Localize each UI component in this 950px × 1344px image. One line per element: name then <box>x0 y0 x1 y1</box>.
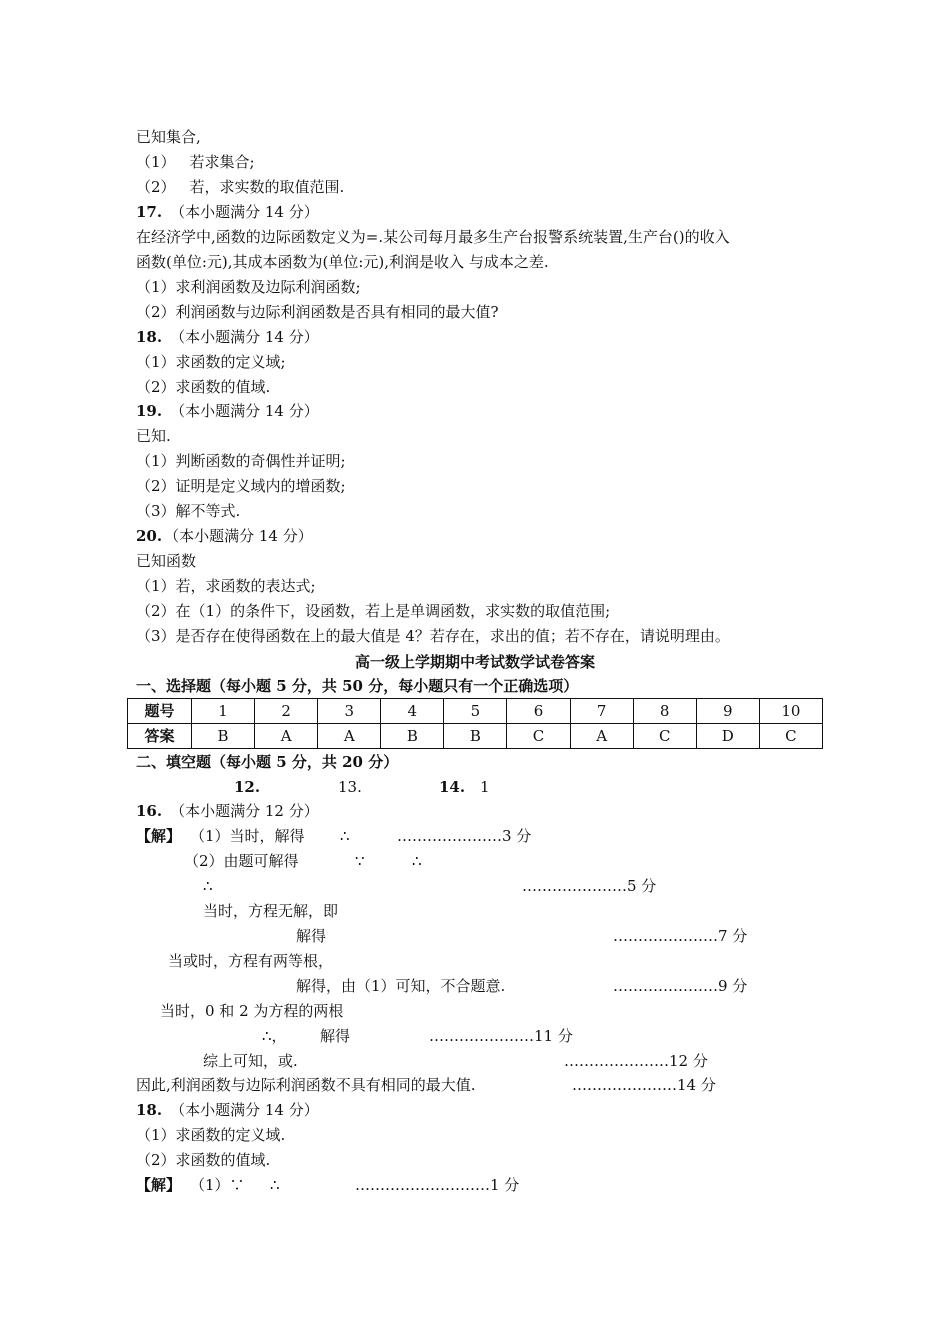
q16-part2-num: （2） <box>136 178 176 196</box>
q19-part2: （2）证明是定义域内的增函数; <box>136 477 346 495</box>
table-cell: 6 <box>507 699 570 724</box>
table-cell: C <box>633 724 696 749</box>
sol16-line1-therefore: ∴ <box>340 827 350 845</box>
q17-stem-line2: 函数(单位:元),其成本函数为(单位:元),利润是收入 与成本之差. <box>136 253 549 271</box>
q20-stem: 已知函数 <box>136 552 197 570</box>
sol16-line7-score: …………………9 分 <box>613 977 748 995</box>
table-cell: 8 <box>633 699 696 724</box>
q16-part2 <box>136 177 344 197</box>
sol18-part2: （2）求函数的值域. <box>136 1151 271 1169</box>
sol17-conclusion: 因此,利润函数与边际利润函数不具有相同的最大值. <box>136 1076 476 1094</box>
sol16-line2-therefore: ∴ <box>412 852 422 870</box>
q16-part2-text: 若，求实数的取值范围. <box>189 178 345 196</box>
sol18-line1-therefore: ∴ <box>270 1176 280 1194</box>
sol18-heading <box>136 1100 319 1120</box>
sol16-heading <box>136 801 319 821</box>
sol16-line3-score: …………………5 分 <box>522 877 657 895</box>
table-cell: B <box>381 724 444 749</box>
sol16-line5: 解得 <box>296 927 327 945</box>
q17-stem-line1: 在经济学中,函数的边际函数定义为=.某公司每月最多生产台报警系统装置,生产台()的收入 <box>136 228 730 246</box>
table-cell: C <box>759 724 822 749</box>
table-cell: 1 <box>192 699 255 724</box>
q19-stem: 已知. <box>136 427 171 445</box>
sol16-line8: 当时，0 和 2 为方程的两根 <box>160 1002 344 1020</box>
table-cell: A <box>570 724 633 749</box>
sol16-line9-therefore: ∴， <box>262 1027 287 1045</box>
table-cell: A <box>255 724 318 749</box>
sol16-tag: 【解】 <box>136 827 182 845</box>
sol18-line1-score: ………………………1 分 <box>355 1176 520 1194</box>
q20-number: 20. <box>136 527 163 545</box>
table-cell: 4 <box>381 699 444 724</box>
table-cell: C <box>507 724 570 749</box>
section-multiple-choice: 一、选择题（每小题 5 分，共 50 分，每小题只有一个正确选项） <box>136 677 579 695</box>
table-row-answers <box>128 724 823 749</box>
q18-part1: （1）求函数的定义域; <box>136 353 286 371</box>
table-row-numbers <box>128 699 823 724</box>
answer-table <box>127 698 823 749</box>
q16-part1-text: 若求集合; <box>189 153 255 171</box>
q16-intro: 已知集合, <box>136 128 201 146</box>
q19-part1: （1）判断函数的奇偶性并证明; <box>136 452 346 470</box>
fill-14-label: 14. <box>439 778 466 796</box>
sol16-line5-score: …………………7 分 <box>613 927 748 945</box>
q18-number: 18. <box>136 328 163 346</box>
sol18-line1: （1）∵ <box>190 1176 245 1194</box>
table-cell: 2 <box>255 699 318 724</box>
sol16-line4: 当时，方程无解，即 <box>203 902 339 920</box>
sol18-part1: （1）求函数的定义域. <box>136 1126 286 1144</box>
sol18-tag: 【解】 <box>136 1176 182 1194</box>
q20-heading <box>136 526 313 546</box>
table-cell: 9 <box>696 699 759 724</box>
q17-number: 17. <box>136 203 163 221</box>
sol16-line2-because: ∵ <box>355 852 365 870</box>
sol16-line3-therefore: ∴ <box>203 877 213 895</box>
sol16-line10: 综上可知，或. <box>203 1052 298 1070</box>
sol18-number: 18. <box>136 1101 163 1119</box>
q16-part1 <box>136 152 255 172</box>
table-header-number: 题号 <box>128 699 192 724</box>
q20-part1: （1）若，求函数的表达式; <box>136 577 316 595</box>
q19-number: 19. <box>136 402 163 420</box>
sol16-line6: 当或时，方程有两等根， <box>168 952 334 970</box>
sol16-line10-score: …………………12 分 <box>564 1052 708 1070</box>
sol17-conclusion-score: …………………14 分 <box>572 1076 716 1094</box>
table-header-answer: 答案 <box>128 724 192 749</box>
table-cell: 5 <box>444 699 507 724</box>
table-cell: 7 <box>570 699 633 724</box>
table-cell: 3 <box>318 699 381 724</box>
fill-14-value: 1 <box>480 778 490 796</box>
sol16-line1: （1）当时，解得 <box>190 827 305 845</box>
table-cell: D <box>696 724 759 749</box>
table-cell: A <box>318 724 381 749</box>
q18-heading <box>136 327 319 347</box>
q17-heading <box>136 202 319 222</box>
q17-part2: （2）利润函数与边际利润函数是否具有相同的最大值? <box>136 303 499 321</box>
q19-part3: （3）解不等式. <box>136 502 241 520</box>
answer-title: 高一级上学期期中考试数学试卷答案 <box>354 653 595 671</box>
sol16-line9: 解得 <box>320 1027 351 1045</box>
sol16-line9-score: …………………11 分 <box>429 1027 573 1045</box>
section-fill-blank: 二、填空题（每小题 5 分，共 20 分） <box>136 753 399 771</box>
q18-part2: （2）求函数的值域. <box>136 378 271 396</box>
fill-12-label: 12. <box>234 778 261 796</box>
fill-13-label: 13. <box>338 778 362 796</box>
table-cell: 10 <box>759 699 822 724</box>
sol16-number: 16. <box>136 802 163 820</box>
sol16-line7: 解得，由（1）可知，不合题意. <box>296 977 506 995</box>
sol16-line1-score: …………………3 分 <box>397 827 532 845</box>
q20-part2: （2）在（1）的条件下，设函数，若上是单调函数，求实数的取值范围; <box>136 602 611 620</box>
q20-score-note: （本小题满分 14 分） <box>164 527 313 545</box>
sol16-line2: （2）由题可解得 <box>184 852 299 870</box>
q19-score-note: （本小题满分 14 分） <box>170 402 319 420</box>
sol16-score-note: （本小题满分 12 分） <box>170 802 319 820</box>
table-cell: B <box>444 724 507 749</box>
table-cell: B <box>192 724 255 749</box>
sol18-score-note: （本小题满分 14 分） <box>170 1101 319 1119</box>
q16-part1-num: （1） <box>136 153 176 171</box>
q20-part3: （3）是否存在使得函数在上的最大值是 4？若存在，求出的值；若不存在，请说明理由。 <box>136 627 730 645</box>
q18-score-note: （本小题满分 14 分） <box>170 328 319 346</box>
q17-score-note: （本小题满分 14 分） <box>170 203 319 221</box>
q19-heading <box>136 401 319 421</box>
q17-part1: （1）求利润函数及边际利润函数; <box>136 278 361 296</box>
